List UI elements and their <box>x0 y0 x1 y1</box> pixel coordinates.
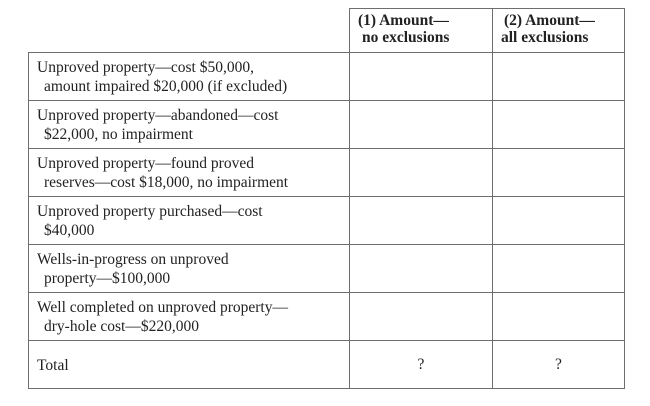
cell-col2[interactable] <box>493 197 625 245</box>
row-label <box>29 197 350 245</box>
table-row <box>29 245 625 293</box>
header-col2-line2: all exclusions <box>501 29 589 46</box>
row-label <box>29 245 350 293</box>
total-row <box>29 341 625 389</box>
cell-col2[interactable] <box>493 245 625 293</box>
row-label <box>29 293 350 341</box>
cell-col2[interactable] <box>493 293 625 341</box>
total-col2[interactable]: ? <box>493 341 625 389</box>
row-label-line1: Unproved property—found proved <box>37 155 254 172</box>
row-label <box>29 149 350 197</box>
cell-col1[interactable] <box>350 53 493 101</box>
row-label <box>29 53 350 101</box>
cell-col1[interactable] <box>350 149 493 197</box>
cell-col2[interactable] <box>493 149 625 197</box>
row-label-line1: Unproved property—abandoned—cost <box>37 107 279 124</box>
header-row <box>29 9 625 53</box>
header-col2 <box>493 9 625 53</box>
row-label-line1: Wells-in-progress on unproved <box>37 251 229 268</box>
table-row <box>29 149 625 197</box>
cell-col1[interactable] <box>350 101 493 149</box>
row-label-line1: Unproved property purchased—cost <box>37 203 263 220</box>
table-row <box>29 53 625 101</box>
header-col1 <box>350 9 493 53</box>
row-label-line2: dry-hole cost—$220,000 <box>44 318 199 335</box>
header-col2-line1: (2) Amount— <box>504 12 595 29</box>
row-label-line2: $40,000 <box>44 222 95 239</box>
cell-col2[interactable] <box>493 53 625 101</box>
cell-col1[interactable] <box>350 245 493 293</box>
row-label-line2: reserves—cost $18,000, no impairment <box>44 174 289 191</box>
table-row <box>29 293 625 341</box>
row-label-line2: property—$100,000 <box>44 270 171 287</box>
total-col1[interactable]: ? <box>350 341 493 389</box>
cell-col1[interactable] <box>350 293 493 341</box>
exclusions-table <box>28 8 625 389</box>
header-empty-cell <box>29 9 350 53</box>
row-label-line2: $22,000, no impairment <box>44 126 193 143</box>
table-row <box>29 101 625 149</box>
cell-col1[interactable] <box>350 197 493 245</box>
row-label-line1: Unproved property—cost $50,000, <box>37 59 254 76</box>
total-label: Total <box>29 341 350 389</box>
cell-col2[interactable] <box>493 101 625 149</box>
header-col1-line2: no exclusions <box>362 29 450 46</box>
row-label-line1: Well completed on unproved property— <box>37 299 288 316</box>
table-row <box>29 197 625 245</box>
row-label <box>29 101 350 149</box>
row-label-line2: amount impaired $20,000 (if excluded) <box>44 78 288 95</box>
header-col1-line1: (1) Amount— <box>358 12 449 29</box>
